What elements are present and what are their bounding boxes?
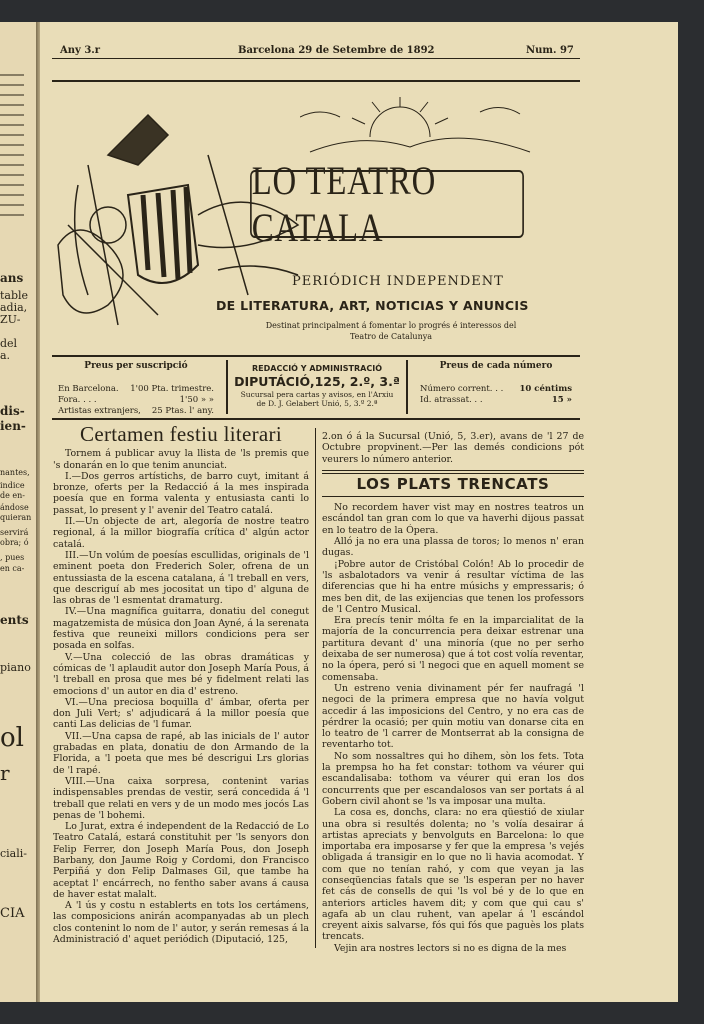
paragraph: ¡Pobre autor de Cristóbal Colón! Ab lo procedir de 'ls asbalotadors va venir á resultar víctima de las diferencias que hi ha entre músichs y empressaris; ó mes ben dit, de las exijencias que tenen los professors de 'l Centro Musical. xyxy=(322,558,584,615)
sub-row-label: En Barcelona. xyxy=(58,384,119,394)
paragraph: Vejin ara nostres lectors si no es digna de la mes xyxy=(334,942,567,954)
left-fragment: piano xyxy=(0,661,31,674)
paragraph: II.—Un objecte de art, alegoría de nostre teatro regional, á la millor biografía crítica d' algún actor catalá. xyxy=(53,516,309,550)
paragraph: IV.—Una magnífica guitarra, donatiu del conegut magatzemista de música don Joan Ayné, á la serenata festiva que reuneixi millors condicions pera ser posada en solfas. xyxy=(53,606,309,652)
left-fragment: ans xyxy=(0,271,24,285)
left-fragment: del xyxy=(0,337,18,350)
left-fragment: obra; ó xyxy=(0,538,29,547)
right-column xyxy=(322,431,584,954)
left-facing-page xyxy=(0,22,38,1002)
masthead-title: LO TEATRO CATALA xyxy=(250,170,524,238)
left-fragment: CIA xyxy=(0,906,25,921)
left-fragment: de en- xyxy=(0,491,25,500)
paragraph: VI.—Una preciosa boquilla d' ámbar, oferta per don Juli Vert; s' adjudicará á la millor poesía que canti Las delicias de 'l fumar. xyxy=(53,696,309,731)
left-fragment: ándose xyxy=(0,503,29,512)
price-row-value: 10 céntims xyxy=(519,384,572,394)
office-address: DIPUTÁCIÓ,125, 2.º, 3.ª xyxy=(234,374,400,389)
left-fragment: quieran xyxy=(0,513,32,522)
sub-row-price: 1'00 Pta. trimestre. xyxy=(130,384,214,394)
office-line2: de D. J. Gelabert Unió, 5, 3.º 2.ª xyxy=(256,399,378,408)
paragraph: III.—Un volúm de poesías escullidas, originals de 'l eminent poeta don Frederich Soler, ofrena de un entussiasta de la escena catalana, á 'l treball en vers, que descriguí ab mes jocositat un tipo d' alguna de las obras de 'l esmentat dramaturg. xyxy=(53,549,309,607)
sub-row-price: 25 Ptas. l' any. xyxy=(151,406,214,416)
paragraph: V.—Una colecció de las obras dramáticas y cómicas de 'l aplaudit autor don Joseph María Pous, á 'l treball en prosa que mes bé y fidelment relati las emocions d' un autor en dia d' estreno. xyxy=(53,651,309,697)
subscription-box xyxy=(58,361,214,417)
masthead-note: Destinat principalment á fomentar lo progrés é interessos del Teatro de Catalunya xyxy=(265,321,517,341)
paragraph: Tornem á publicar avuy la llista de 'ls premis que 's donarán en lo que tenim anunciat. xyxy=(53,448,309,471)
prices-heading: Preus de cada número xyxy=(439,361,553,371)
paragraph: Alló ja no era una plassa de toros; lo menos n' eran dugas. xyxy=(322,536,584,559)
price-row-label: Número corrent. . . xyxy=(420,384,504,394)
paragraph: I.—Dos gerros artístichs, de barro cuyt, imitant á bronze, oferts per la Redacció á la mes inspirada poesía que en forma valenta y entusiasta canti lo passat, lo present y l' avenir del Teatro catalá. xyxy=(53,470,309,516)
left-fragment: a. xyxy=(0,349,11,362)
paragraph: A 'l ús y costu n establerts en tots los certámens, las composicions anirán acompanyadas ab un plech clos contenint lo nom de l' autor, y serán remesas á la Administració d' aquet periódich (Diputació, 125, xyxy=(53,900,310,946)
sub-row-price: 1'50 » » xyxy=(179,395,214,405)
paragraph: Era precís tenir mólta fe en la imparcialitat de la majoría de la concurrencia pera deixar estrenar una partitura devant d' una minoría (que no per serho deixaba de ser numerosa) que á tot cost volía reventar, no la ópera, peró si 'l negoci que en aquell moment se comensaba. xyxy=(322,615,584,683)
paragraph: No som nossaltres qui ho dihem, sòn los fets. Tota la prempsa ho ha fet constar: tothom va véurer qui escandalisaba: tothom va véurer qui eran los dos concurrents que per escandalosos van ser portats á al Gobern civil ahont se 'ls va imposar una multa. xyxy=(322,750,584,807)
prices-box xyxy=(420,361,572,406)
left-fragment: ents xyxy=(0,613,29,627)
left-fragment: , pues xyxy=(0,553,25,562)
office-heading: REDACCIÓ Y ADMINISTRACIÓ xyxy=(252,364,382,373)
sub-row-label: Artistas extranjers, xyxy=(58,406,141,416)
left-fragment: indice xyxy=(0,481,25,490)
left-page-ornament xyxy=(0,74,24,224)
paragraph: VIII.—Una caixa sorpresa, contenint varias indispensables prendas de vestir, será concedida á 'l treball que relati en vers y de un modo mes jocós Las penas de 'l bohemi. xyxy=(53,775,309,821)
left-fragment: adia, xyxy=(0,301,28,314)
left-fragment: ien- xyxy=(0,419,26,433)
office-line1: Sucursal pera cartas y avisos, en l'Arxiu xyxy=(240,390,394,399)
issue-year: Any 3.r xyxy=(60,45,101,56)
issue-number: Num. 97 xyxy=(526,45,574,56)
article-title: Certamen festiu literari xyxy=(80,422,282,446)
left-fragment: dis- xyxy=(0,404,25,418)
left-fragment: r xyxy=(0,761,10,785)
price-row-value: 15 » xyxy=(551,395,572,405)
left-fragment: ol xyxy=(0,723,24,753)
left-fragment: ZU- xyxy=(0,313,21,326)
office-box xyxy=(232,363,402,408)
left-fragment: table xyxy=(0,289,29,302)
continuation-text: 2.on ó á la Sucursal (Unió, 5, 3.er), avans de 'l 27 de Octubre propvinent.—Per las demés condicions pót veurers lo número anterior. xyxy=(322,431,584,465)
paragraph: No recordem haver vist may en nostres teatros un escándol tan gran com lo que va haverhi dijous passat en lo teatro de la Ópera. xyxy=(322,502,584,536)
masthead-subtitle: PERIÓDICH INDEPENDENT xyxy=(292,274,504,289)
article-certamen xyxy=(53,422,310,946)
left-fragment: en ca- xyxy=(0,564,25,573)
subscription-heading: Preus per suscripció xyxy=(84,361,188,371)
paragraph: Un estreno venia divinament pér fer naufragá 'l negoci de la primera empresa que no havía volgut accedir á las imposicions del Centro, y no era cas de pérdrer la ocasió; per quin motiu van donarse cita en lo teatro de 'l carrer de Montserrat ab la consigna de reventarho tot. xyxy=(322,682,584,751)
issue-date: Barcelona 29 de Setembre de 1892 xyxy=(238,45,435,56)
paragraph: La cosa es, donchs, clara: no era qüestió de xiular una obra si resultés dolenta; no 's volía desairar á artistas apreciats y benvolguts en Barcelona: lo que importaba era imposarse y fer que la empresa 's vejés obligada á transigir en lo que no li havia acomodat. Y com que no tenían rahó, y com que veyan ja las conseqüencias fatals que se 'ls esperan per no haver fet cás de consells de qui 'ls vol bé y de lo que en anteriors articles havem dit; y com que qui cau s' agafa ab un clau ruhent, van apelar á 'l escándol creyent aixis salvarse, fós qui fós que paguès los plats trencats. xyxy=(322,807,584,943)
masthead-subtitle-2: DE LITERATURA, ART, NOTICIAS Y ANUNCIS xyxy=(216,298,529,313)
sub-row-label: Fora. . . . xyxy=(58,395,97,405)
price-row-label: Id. atrassat. . . xyxy=(420,395,483,405)
article-title: LOS PLATS TRENCATS xyxy=(356,474,550,493)
left-fragment: servirá xyxy=(0,528,29,537)
paragraph: Lo Jurat, extra é independent de la Redacció de Lo Teatro Catalá, estará constituhit per 'ls senyors don Felip Ferrer, don Joseph María Pous, don Joseph Barbany, don Jaume Roig y Cordomi, don Francisco Perpiñá y don Felip Dalmases Gil, que tambe ha aceptat l' encárrech, no fentho saber avans á causa de haver estat malalt. xyxy=(53,821,309,900)
left-fragment: nantes, xyxy=(0,468,30,477)
left-fragment: ciali- xyxy=(0,847,27,860)
paragraph: VII.—Una capsa de rapé, ab las inicials de l' autor grabadas en plata, donatiu de don Armando de la Florida, a 'l poeta que mes bé descrigui Lrs glorias de 'l rapé. xyxy=(53,730,309,776)
